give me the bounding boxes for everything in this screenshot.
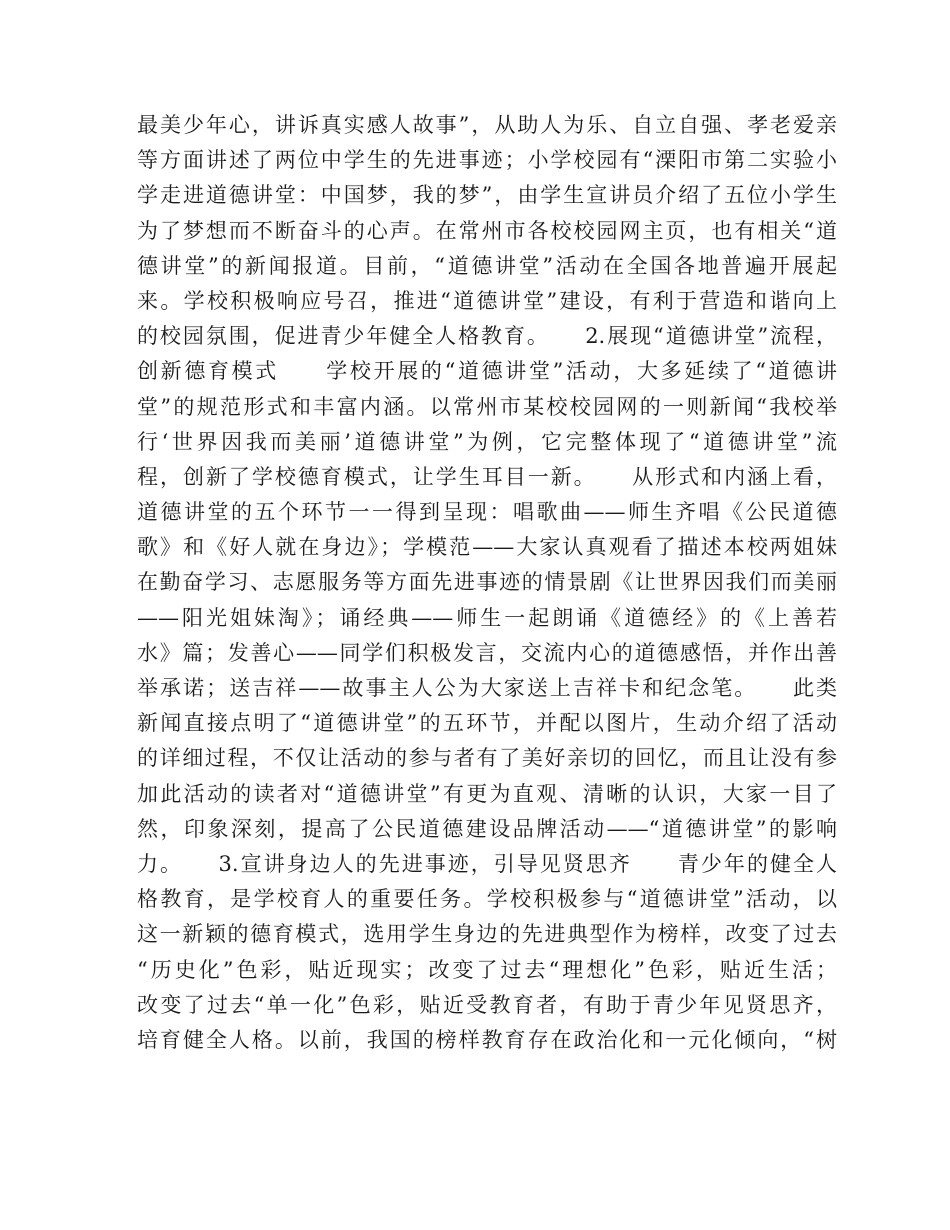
text-line: 道德讲堂的五个环节一一得到呈现：唱歌曲——师生齐唱《公民道德 bbox=[137, 500, 837, 525]
body-text bbox=[137, 108, 837, 1058]
text-line: 力。 3.宣讲身边人的先进事迹，引导见贤思齐 青少年的健全人 bbox=[137, 851, 837, 876]
text-line: 创新德育模式 学校开展的“道德讲堂”活动，大多延续了“道德讲 bbox=[137, 359, 837, 384]
text-line: 的详细过程，不仅让活动的参与者有了美好亲切的回忆，而且让没有参 bbox=[137, 746, 837, 771]
text-line: 歌》和《好人就在身边》；学模范——大家认真观看了描述本校两姐妹 bbox=[137, 535, 837, 560]
text-line: 加此活动的读者对“道德讲堂”有更为直观、清晰的认识，大家一目了 bbox=[137, 781, 837, 806]
text-line: 行‘世界因我而美丽’道德讲堂”为例，它完整体现了“道德讲堂”流 bbox=[137, 429, 837, 454]
text-line: ——阳光姐妹淘》；诵经典——师生一起朗诵《道德经》的《上善若 bbox=[137, 605, 837, 630]
text-line: 堂”的规范形式和丰富内涵。以常州市某校校园网的一则新闻“我校举 bbox=[137, 394, 837, 419]
text-line: 培育健全人格。以前，我国的榜样教育存在政治化和一元化倾向，“树 bbox=[137, 1027, 837, 1052]
text-line: 学走进道德讲堂：中国梦，我的梦”，由学生宣讲员介绍了五位小学生 bbox=[137, 183, 837, 208]
text-line: 在勤奋学习、志愿服务等方面先进事迹的情景剧《让世界因我们而美丽 bbox=[137, 570, 837, 595]
text-line: 为了梦想而不断奋斗的心声。在常州市各校校园网主页，也有相关“道 bbox=[137, 218, 837, 243]
text-line: 等方面讲述了两位中学生的先进事迹；小学校园有“溧阳市第二实验小 bbox=[137, 148, 837, 173]
text-line: 德讲堂”的新闻报道。目前，“道德讲堂”活动在全国各地普遍开展起 bbox=[137, 253, 837, 278]
text-line: 格教育，是学校育人的重要任务。学校积极参与“道德讲堂”活动，以 bbox=[137, 887, 837, 912]
text-line: 这一新颖的德育模式，选用学生身边的先进典型作为榜样，改变了过去 bbox=[137, 922, 837, 947]
text-line: 的校园氛围，促进青少年健全人格教育。 2.展现“道德讲堂”流程， bbox=[137, 324, 837, 349]
text-line: 举承诺；送吉祥——故事主人公为大家送上吉祥卡和纪念笔。 此类 bbox=[137, 676, 837, 700]
text-line: 改变了过去“单一化”色彩，贴近受教育者，有助于青少年见贤思齐， bbox=[137, 992, 837, 1017]
text-line: 水》篇；发善心——同学们积极发言，交流内心的道德感悟，并作出善 bbox=[137, 640, 837, 665]
text-line: 来。学校积极响应号召，推进“道德讲堂”建设，有利于营造和谐向上 bbox=[137, 288, 837, 313]
text-line: “历史化”色彩，贴近现实；改变了过去“理想化”色彩，贴近生活； bbox=[137, 957, 837, 982]
text-line: 新闻直接点明了“道德讲堂”的五环节，并配以图片，生动介绍了活动 bbox=[137, 711, 837, 736]
text-line: 然，印象深刻，提高了公民道德建设品牌活动——“道德讲堂”的影响 bbox=[137, 816, 837, 841]
text-line: 程，创新了学校德育模式，让学生耳目一新。 从形式和内涵上看， bbox=[137, 464, 837, 489]
text-line: 最美少年心，讲诉真实感人故事”，从助人为乐、自立自强、孝老爱亲 bbox=[137, 113, 837, 137]
